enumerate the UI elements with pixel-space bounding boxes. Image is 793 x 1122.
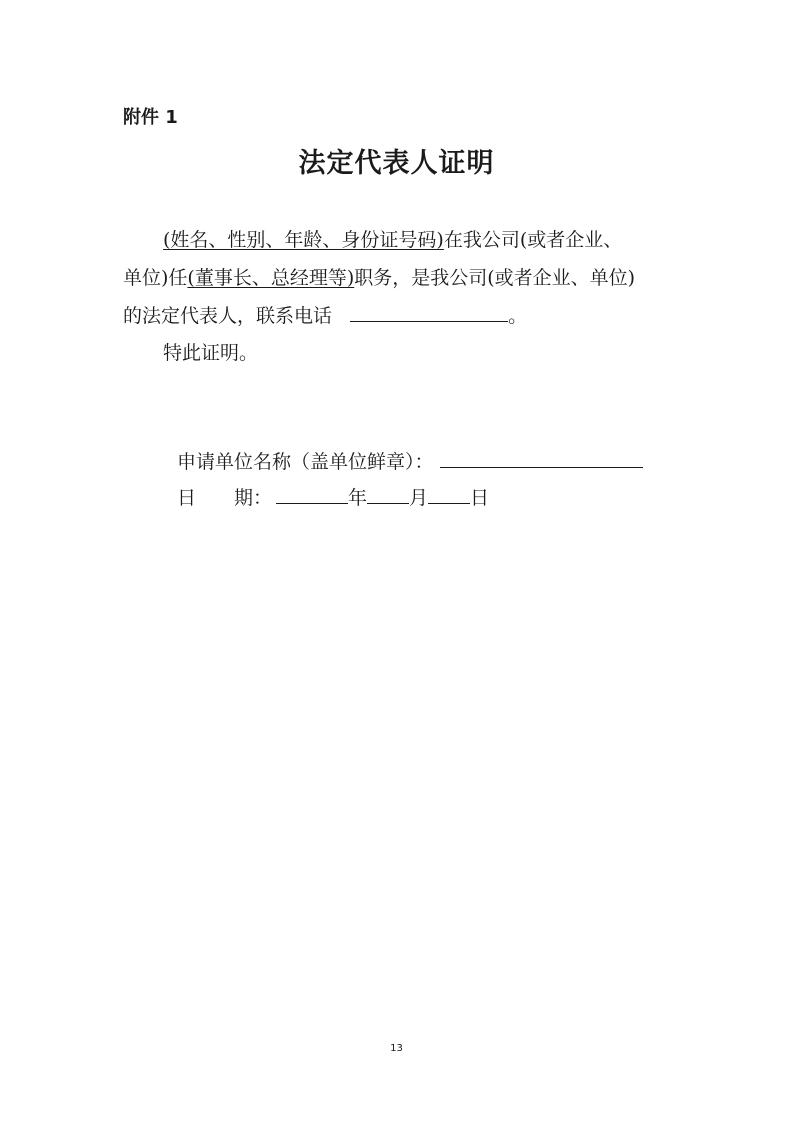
paragraph-line-2-text: 职务，是我公司(或者企业、单位) [354,267,636,289]
applicant-label: 申请单位名称（盖单位鲜章）： [177,451,434,473]
day-blank[interactable] [428,485,470,504]
paragraph-line-1 [163,228,622,252]
year-label: 年 [348,487,368,509]
paragraph-line-2-prefix: 单位)任 [123,267,188,289]
document-title: 法定代表人证明 [298,148,495,179]
page-number: 13 [390,1043,403,1054]
phone-blank[interactable] [350,303,508,322]
position-field-hint: (董事长、总经理等) [187,267,355,289]
day-label: 日 [470,487,490,509]
paragraph-line-3 [123,303,527,328]
month-blank[interactable] [367,485,409,504]
closing-line: 特此证明。 [163,342,259,364]
year-blank[interactable] [276,485,348,504]
paragraph-line-2 [123,266,635,290]
applicant-row [177,449,643,474]
name-field-hint: (姓名、性别、年龄、身份证号码) [163,229,444,251]
attachment-label: 附件 1 [123,107,178,128]
month-label: 月 [409,487,429,509]
date-label: 日 期： [177,487,273,509]
paragraph-line-3-end: 。 [508,305,528,327]
date-row [177,485,489,510]
paragraph-line-1-text: 在我公司(或者企业、 [443,229,623,251]
applicant-blank[interactable] [440,449,643,468]
paragraph-line-3-text: 的法定代表人，联系电话 [123,305,333,327]
